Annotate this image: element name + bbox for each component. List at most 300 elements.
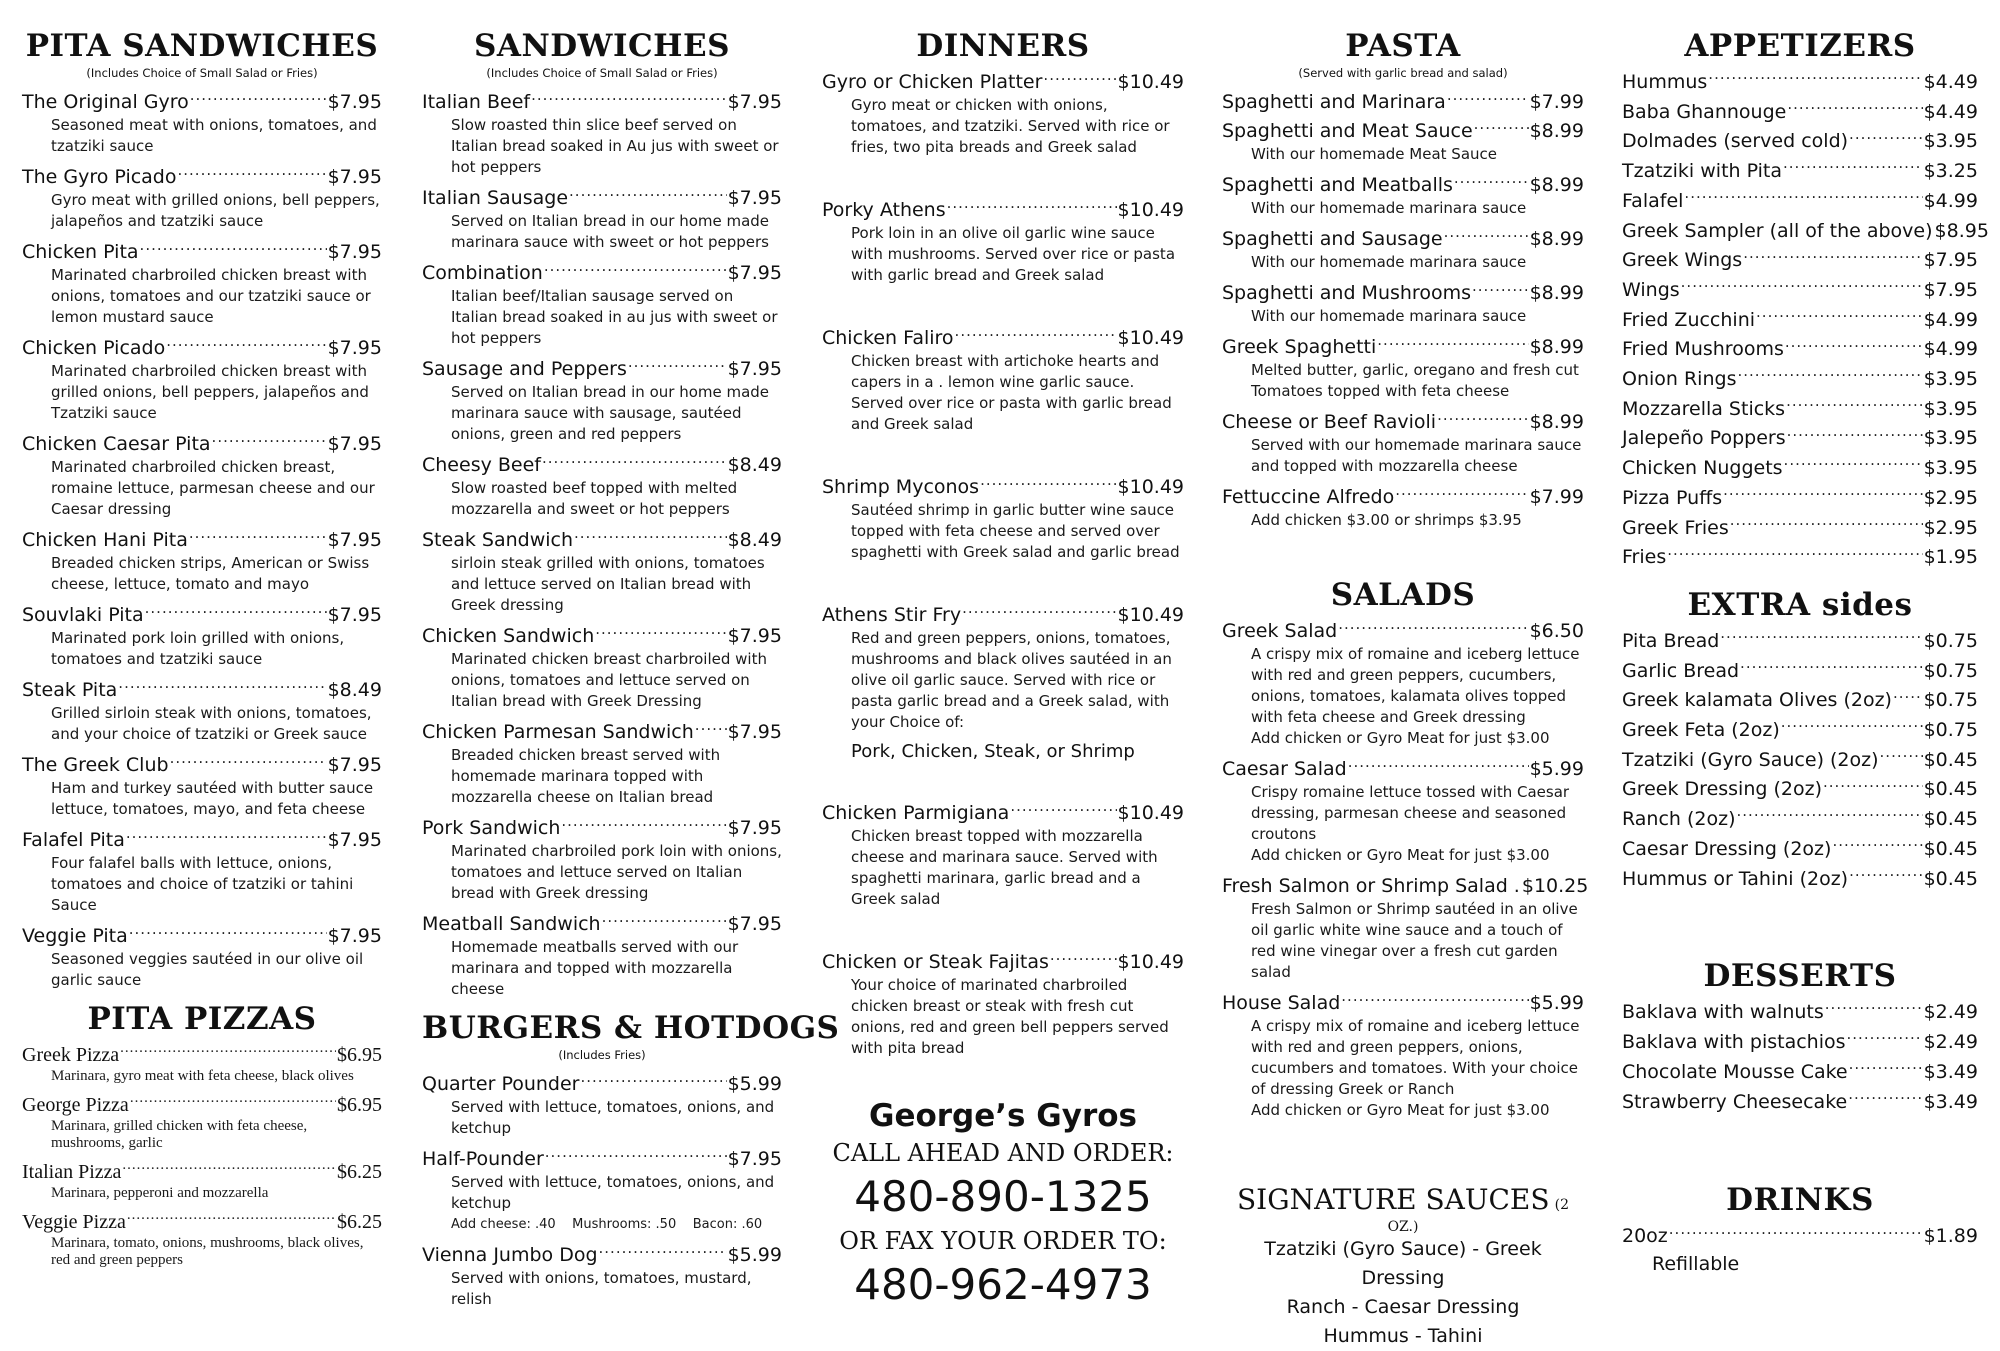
menu-item-row <box>1622 363 1978 393</box>
item-name: Spaghetti and Marinara <box>1222 91 1446 113</box>
dot-leader <box>1849 863 1922 885</box>
menu-item <box>22 824 382 916</box>
menu-item-row <box>422 812 782 841</box>
dot-leader <box>1474 115 1529 137</box>
menu-item <box>422 257 782 349</box>
item-price: $2.49 <box>1923 1001 1978 1024</box>
item-description: Seasoned veggies sautéed in our olive oil garlic sauce <box>51 950 364 989</box>
item-name: Chocolate Mousse Cake <box>1622 1061 1848 1084</box>
item-description: Marinated charbroiled chicken breast with grilled onions, bell peppers, jalapeños and Tzatziki sauce <box>51 362 369 422</box>
item-price: $3.95 <box>1923 397 1978 420</box>
dot-leader <box>1781 714 1923 736</box>
item-name: Half-Pounder <box>422 1148 544 1170</box>
menu-item <box>1622 96 1978 126</box>
menu-item <box>1622 363 1978 393</box>
menu-item-row <box>1622 541 1978 571</box>
menu-item-row <box>22 332 382 361</box>
item-description: A crispy mix of romaine and iceberg lettuce with red and green peppers, onions, cucumbers and tomatoes. With your choice of dressing Greek or Ranch <box>1251 1017 1580 1098</box>
item-description: Gyro meat or chicken with onions, tomatoes, and tzatziki. Served with rice or fries, two pita breads and Greek salad <box>851 96 1170 156</box>
menu-item-row <box>822 599 1184 628</box>
item-name: Chicken or Steak Fajitas <box>822 951 1049 973</box>
item-price: $7.95 <box>727 358 782 380</box>
menu-item <box>1622 1026 1978 1056</box>
extra-sides-title: EXTRA sides <box>1687 586 1913 623</box>
dot-leader <box>212 428 327 450</box>
item-price: $0.45 <box>1923 808 1978 831</box>
menu-item-row <box>1222 481 1584 510</box>
burgers-note: (Includes Fries) <box>558 1048 646 1062</box>
item-description: Served with lettuce, tomatoes, onions, and ketchup <box>451 1098 775 1137</box>
item-price: $8.99 <box>1529 411 1584 433</box>
menu-item <box>1622 304 1978 334</box>
menu-item <box>22 599 382 670</box>
item-name: Tzatziki with Pita <box>1622 160 1783 183</box>
dot-leader <box>1684 185 1922 207</box>
item-description: Served with lettuce, tomatoes, onions, and ketchup <box>451 1173 775 1212</box>
dot-leader <box>628 353 727 375</box>
menu-item <box>1622 744 1978 774</box>
dot-leader <box>126 824 327 846</box>
dot-leader <box>545 1143 727 1165</box>
item-name: Fresh Salmon or Shrimp Salad . <box>1222 875 1520 897</box>
item-description: Served on Italian bread in our home made marinara sauce with sweet or hot peppers <box>451 212 770 251</box>
item-description: Marinated charbroiled pork loin with onions, tomatoes and lettuce served on Italian bread with Greek dressing <box>451 842 782 902</box>
item-price: $8.99 <box>1529 120 1584 142</box>
dinners-title: DINNERS <box>916 28 1090 64</box>
item-price: $0.75 <box>1923 629 1978 652</box>
menu-item <box>22 1206 382 1269</box>
item-description: With our homemade marinara sauce <box>1251 307 1527 325</box>
drinks-list <box>1622 1220 1978 1250</box>
dot-leader <box>1447 86 1529 108</box>
menu-item <box>1622 541 1978 571</box>
dot-leader <box>1787 422 1923 444</box>
menu-item <box>422 449 782 520</box>
dot-leader <box>178 161 327 183</box>
item-name: Fettuccine Alfredo <box>1222 486 1395 508</box>
item-price: $3.49 <box>1923 1091 1978 1114</box>
menu-item <box>1622 803 1978 833</box>
item-name: Sausage and Peppers <box>422 358 627 380</box>
item-name: Vienna Jumbo Dog <box>422 1244 598 1266</box>
item-description: Served on Italian bread in our home made marinara sauce with sausage, sautéed onions, green and red peppers <box>451 383 770 443</box>
item-price: $0.75 <box>1923 719 1978 742</box>
menu-item-row <box>822 471 1184 500</box>
menu-item-row <box>1622 333 1978 363</box>
menu-item-row <box>1622 1056 1978 1086</box>
item-description: Marinara, tomato, onions, mushrooms, black olives, red and green peppers <box>51 1235 364 1268</box>
menu-item <box>22 332 382 424</box>
menu-item <box>1622 185 1978 215</box>
menu-item <box>22 1039 382 1085</box>
dot-leader <box>127 1206 336 1228</box>
menu-item-row <box>1222 169 1584 198</box>
item-name: Chicken Parmesan Sandwich <box>422 721 694 743</box>
menu-item <box>1622 1086 1978 1116</box>
item-name: Italian Pizza <box>22 1161 122 1183</box>
call-ahead-text: CALL AHEAD AND ORDER: <box>832 1139 1174 1167</box>
menu-item-row <box>422 182 782 211</box>
item-price: $7.95 <box>327 166 382 188</box>
dot-leader <box>1823 773 1923 795</box>
item-name: Greek Salad <box>1222 620 1338 642</box>
sauce-lines <box>1222 1235 1584 1351</box>
item-price: $4.99 <box>1923 308 1978 331</box>
item-name: Chicken Faliro <box>822 327 954 349</box>
fax-number: 480-962-4973 <box>854 1260 1152 1309</box>
item-price: $7.95 <box>727 1148 782 1170</box>
menu-item-row <box>22 1156 382 1185</box>
dot-leader <box>1708 66 1922 88</box>
menu-item-row <box>1622 714 1978 744</box>
menu-item-row <box>822 946 1184 975</box>
dot-leader <box>1787 96 1922 118</box>
item-description: Seasoned meat with onions, tomatoes, and tzatziki sauce <box>51 116 377 155</box>
menu-item <box>422 1143 782 1214</box>
dot-leader <box>166 332 326 354</box>
menu-item <box>822 194 1184 286</box>
item-description: Marinara, pepperoni and mozzarella <box>51 1185 269 1201</box>
item-price: $7.95 <box>327 241 382 263</box>
menu-item-row <box>1622 304 1978 334</box>
pasta-title: PASTA <box>1345 28 1461 64</box>
item-price: $10.49 <box>1117 802 1184 824</box>
item-price: $10.49 <box>1117 604 1184 626</box>
item-description: Sautéed shrimp in garlic butter wine sauce topped with feta cheese and served over spaghetti with Greek salad and garlic bread <box>851 501 1180 561</box>
sandwiches-list <box>422 86 782 1000</box>
dot-leader <box>1825 996 1923 1018</box>
item-description: Grilled sirloin steak with onions, tomatoes, and your choice of tzatziki or Greek sauce <box>51 704 372 743</box>
menu-item-row <box>1622 244 1978 274</box>
menu-item <box>22 920 382 991</box>
sauces-size: (2 OZ.) <box>1387 1197 1569 1235</box>
menu-item-row <box>1222 870 1589 899</box>
item-name: Caesar Salad <box>1222 758 1347 780</box>
menu-item <box>1622 512 1978 542</box>
menu-item-row <box>22 599 382 628</box>
dot-leader <box>1737 803 1923 825</box>
item-price: $7.95 <box>727 625 782 647</box>
item-name: Baklava with pistachios <box>1622 1031 1846 1054</box>
menu-item <box>1622 274 1978 304</box>
menu-item-row <box>1622 482 1978 512</box>
pita-sandwiches-list <box>22 86 382 991</box>
dot-leader <box>574 524 727 546</box>
dot-leader <box>602 908 727 930</box>
menu-item <box>1222 223 1584 273</box>
item-name: Baklava with walnuts <box>1622 1001 1824 1024</box>
menu-item <box>1222 86 1584 115</box>
item-price: $4.99 <box>1923 189 1978 212</box>
menu-item <box>1622 244 1978 274</box>
menu-item <box>1622 863 1978 893</box>
item-name: Porky Athens <box>822 199 946 221</box>
menu-item <box>1622 996 1978 1026</box>
item-name: Chicken Hani Pita <box>22 529 188 551</box>
menu-item-row <box>1622 66 1978 96</box>
menu-item-row <box>422 86 782 115</box>
dot-leader <box>118 674 326 696</box>
dot-leader <box>955 322 1117 344</box>
item-description: Breaded chicken breast served with homemade marinara topped with mozzarella cheese on Italian bread <box>451 746 721 806</box>
item-name: Cheesy Beef <box>422 454 541 476</box>
menu-item <box>1622 625 1978 655</box>
item-name: Strawberry Cheesecake <box>1622 1091 1848 1114</box>
menu-item-row <box>1222 615 1584 644</box>
dot-leader <box>1377 331 1528 353</box>
dot-leader <box>1743 244 1922 266</box>
item-description: Homemade meatballs served with our marinara and topped with mozzarella cheese <box>451 938 739 998</box>
menu-item <box>1222 615 1584 749</box>
item-price: $6.25 <box>337 1211 382 1233</box>
menu-item <box>1622 482 1978 512</box>
item-price: $0.75 <box>1923 689 1978 712</box>
item-price: $1.95 <box>1923 546 1978 569</box>
item-description: Fresh Salmon or Shrimp sautéed in an olive oil garlic white wine sauce and a touch of red wine vinegar over a fresh cut garden salad <box>1251 900 1578 981</box>
dot-leader <box>569 182 727 204</box>
item-description: With our homemade marinara sauce <box>1251 199 1527 217</box>
item-description: Italian beef/Italian sausage served on Italian bread soaked in au jus with sweet or hot peppers <box>451 287 778 347</box>
menu-item-row <box>1622 393 1978 423</box>
pasta-list <box>1222 86 1584 531</box>
item-price: $2.49 <box>1923 1031 1978 1054</box>
menu-item <box>822 946 1184 1059</box>
item-name: Baba Ghannouge <box>1622 100 1787 123</box>
dot-leader <box>140 236 327 258</box>
menu-item <box>1622 833 1978 863</box>
item-price: $6.50 <box>1529 620 1584 642</box>
item-name: 20oz <box>1622 1225 1668 1248</box>
item-price: $3.49 <box>1923 1061 1978 1084</box>
item-price: $4.49 <box>1923 71 1978 93</box>
item-price: $0.75 <box>1923 659 1978 682</box>
item-price: $0.45 <box>1923 778 1978 801</box>
item-name: Falafel Pita <box>22 829 125 851</box>
item-price: $5.99 <box>727 1244 782 1266</box>
item-price: $0.45 <box>1923 867 1978 890</box>
menu-item <box>22 1089 382 1152</box>
item-price: $10.49 <box>1117 199 1184 221</box>
dot-leader <box>1338 615 1528 637</box>
item-price: $2.95 <box>1923 516 1978 539</box>
item-name: Spaghetti and Meatballs <box>1222 174 1453 196</box>
drinks-title: DRINKS <box>1726 1182 1874 1219</box>
menu-item-row <box>1622 155 1978 185</box>
item-price: $7.95 <box>327 754 382 776</box>
menu-item <box>1622 773 1978 803</box>
item-price: $0.45 <box>1923 837 1978 860</box>
burgers-title: BURGERS & HOTDOGS <box>422 1010 840 1046</box>
menu-item-row <box>1622 1086 1978 1116</box>
item-description: Chicken breast topped with mozzarella cheese and marinara sauce. Served with spaghetti marinara, garlic bread and a Greek salad <box>851 827 1158 908</box>
dot-leader <box>544 257 727 279</box>
item-price: $7.95 <box>727 817 782 839</box>
item-price: $2.95 <box>1923 486 1978 509</box>
item-price: $3.95 <box>1923 368 1978 391</box>
item-price: $4.49 <box>1923 100 1978 123</box>
menu-item-row <box>22 236 382 265</box>
menu-item-row <box>1622 773 1978 803</box>
item-description: Chicken breast with artichoke hearts and capers in a . lemon wine garlic sauce. Served over rice or pasta with garlic bread and Greek salad <box>851 352 1172 433</box>
item-name: Greek kalamata Olives (2oz) <box>1622 689 1892 712</box>
item-description: Served with our homemade marinara sauce and topped with mozzarella cheese <box>1251 436 1582 475</box>
item-description: Marinated chicken breast charbroiled with onions, tomatoes and lettuce served on Italian bread with Greek Dressing <box>451 650 767 710</box>
item-addon: Add chicken or Gyro Meat for just $3.00 <box>1251 729 1550 747</box>
menu-item <box>1222 870 1589 983</box>
menu-item <box>1222 331 1584 402</box>
item-name: Hummus or Tahini (2oz) <box>1622 867 1849 890</box>
menu-item-row <box>822 797 1184 826</box>
item-name: Shrimp Myconos <box>822 476 980 498</box>
menu-item <box>822 471 1184 563</box>
dot-leader <box>130 1089 336 1111</box>
menu-item <box>1622 714 1978 744</box>
item-price: $7.95 <box>327 829 382 851</box>
dinners-list <box>822 66 1184 1059</box>
sauce-line: Tzatziki (Gyro Sauce) - Greek Dressing <box>1264 1238 1542 1289</box>
item-price: $7.95 <box>327 604 382 626</box>
menu-item-row <box>1622 1026 1978 1056</box>
stir-fry-choice: Pork, Chicken, Steak, or Shrimp <box>851 741 1135 762</box>
menu-item-row <box>422 620 782 649</box>
item-price: $7.95 <box>727 262 782 284</box>
item-price: $7.95 <box>327 337 382 359</box>
menu-item <box>22 749 382 820</box>
item-description: A crispy mix of romaine and iceberg lettuce with red and green peppers, cucumbers, onions, tomatoes, kalamata olives topped with feta cheese and Greek dressing <box>1251 645 1580 726</box>
item-name: Spaghetti and Meat Sauce <box>1222 120 1473 142</box>
item-name: Greek Spaghetti <box>1222 336 1377 358</box>
item-price: $8.99 <box>1529 228 1584 250</box>
item-name: Greek Dressing (2oz) <box>1622 778 1822 801</box>
dot-leader <box>962 599 1116 621</box>
menu-item <box>22 161 382 232</box>
menu-item <box>1622 66 1978 96</box>
menu-item <box>1222 115 1584 165</box>
item-price: $5.99 <box>1529 758 1584 780</box>
item-name: Veggie Pita <box>22 925 128 947</box>
item-name: Garlic Bread <box>1622 659 1740 682</box>
signature-sauces <box>1222 1183 1584 1351</box>
menu-item <box>1622 1056 1978 1086</box>
menu-item-row <box>1622 655 1978 685</box>
phone-number[interactable]: 480-890-1325 <box>854 1172 1152 1221</box>
menu-item-row <box>1622 625 1978 655</box>
item-name: Chicken Sandwich <box>422 625 595 647</box>
item-name: The Gyro Picado <box>22 166 177 188</box>
extra-sides-list <box>1622 625 1978 892</box>
menu-item <box>422 812 782 904</box>
item-price: $7.99 <box>1529 91 1584 113</box>
menu-item <box>1222 987 1584 1121</box>
menu-item-row <box>422 524 782 553</box>
dot-leader <box>1454 169 1529 191</box>
menu-item-row <box>22 1206 382 1235</box>
item-price: $6.95 <box>337 1044 382 1066</box>
item-price: $8.49 <box>727 529 782 551</box>
restaurant-name: George’s Gyros <box>869 1098 1137 1134</box>
dot-leader <box>122 1156 336 1178</box>
item-price: $6.95 <box>337 1094 382 1116</box>
item-price: $8.95 <box>1934 219 1989 242</box>
menu-item-row <box>422 449 782 478</box>
menu-item-row <box>1222 406 1584 435</box>
menu-item <box>22 524 382 595</box>
item-description: Marinara, grilled chicken with feta cheese, mushrooms, garlic <box>51 1118 308 1151</box>
menu-item <box>822 66 1184 158</box>
item-name: Pork Sandwich <box>422 817 561 839</box>
dot-leader <box>1043 66 1116 88</box>
item-name: Greek Feta (2oz) <box>1622 719 1780 742</box>
dot-leader <box>1880 744 1923 766</box>
item-name: House Salad <box>1222 992 1341 1014</box>
item-price: $7.95 <box>727 721 782 743</box>
menu-item-row <box>1622 274 1978 304</box>
dot-leader <box>1341 987 1528 1009</box>
item-name: Quarter Pounder <box>422 1073 580 1095</box>
menu-item <box>22 674 382 745</box>
menu-item <box>422 182 782 253</box>
item-name: Onion Rings <box>1622 368 1737 391</box>
menu-item-row <box>1222 331 1584 360</box>
sauce-line: Hummus - Tahini <box>1323 1325 1483 1347</box>
item-description: Your choice of marinated charbroiled chicken breast or steak with fresh cut onions, red and green bell peppers served with pita bread <box>851 976 1169 1057</box>
item-price: $10.49 <box>1117 951 1184 973</box>
item-name: Spaghetti and Sausage <box>1222 228 1443 250</box>
dot-leader <box>980 471 1116 493</box>
column-2 <box>422 26 840 1314</box>
menu-item-row <box>422 908 782 937</box>
desserts-title: DESSERTS <box>1703 958 1897 995</box>
item-price: $5.99 <box>1529 992 1584 1014</box>
item-name: Mozzarella Sticks <box>1622 397 1786 420</box>
item-description: Ham and turkey sautéed with butter sauce lettuce, tomatoes, mayo, and feta cheese <box>51 779 374 818</box>
item-name: Tzatziki (Gyro Sauce) (2oz) <box>1622 748 1879 771</box>
menu-item <box>1222 277 1584 327</box>
item-price: $3.95 <box>1923 457 1978 480</box>
dot-leader <box>1348 753 1529 775</box>
drinks-refill: Refillable <box>1652 1252 1740 1275</box>
dot-leader <box>1444 223 1529 245</box>
dot-leader <box>1848 1086 1922 1108</box>
item-description: Gyro meat with grilled onions, bell peppers, jalapeños and tzatziki sauce <box>51 191 380 230</box>
dot-leader <box>1849 125 1923 147</box>
pasta-note: (Served with garlic bread and salad) <box>1298 66 1508 80</box>
dot-leader <box>1740 655 1923 677</box>
item-price: $1.89 <box>1923 1225 1978 1248</box>
menu-item-row <box>422 257 782 286</box>
menu-item-row <box>1622 1220 1978 1250</box>
menu-item-row <box>22 1039 382 1068</box>
dot-leader <box>595 620 726 642</box>
item-description: Marinated charbroiled chicken breast, romaine lettuce, parmesan cheese and our Caesar dressing <box>51 458 375 518</box>
item-price: $5.99 <box>727 1073 782 1095</box>
menu-item <box>22 428 382 520</box>
dot-leader <box>1785 333 1923 355</box>
dot-leader <box>1730 512 1923 534</box>
dot-leader <box>1847 1026 1923 1048</box>
dot-leader <box>947 194 1117 216</box>
item-name: The Greek Club <box>22 754 169 776</box>
dot-leader <box>1893 684 1923 706</box>
sandwiches-note: (Includes Choice of Small Salad or Fries) <box>486 66 718 80</box>
menu-item <box>1622 333 1978 363</box>
dot-leader <box>1832 833 1922 855</box>
item-name: Athens Stir Fry <box>822 604 962 626</box>
item-price: $3.95 <box>1923 130 1978 153</box>
salads-list <box>1222 615 1589 1121</box>
dot-leader <box>1050 946 1117 968</box>
item-name: Steak Pita <box>22 679 118 701</box>
